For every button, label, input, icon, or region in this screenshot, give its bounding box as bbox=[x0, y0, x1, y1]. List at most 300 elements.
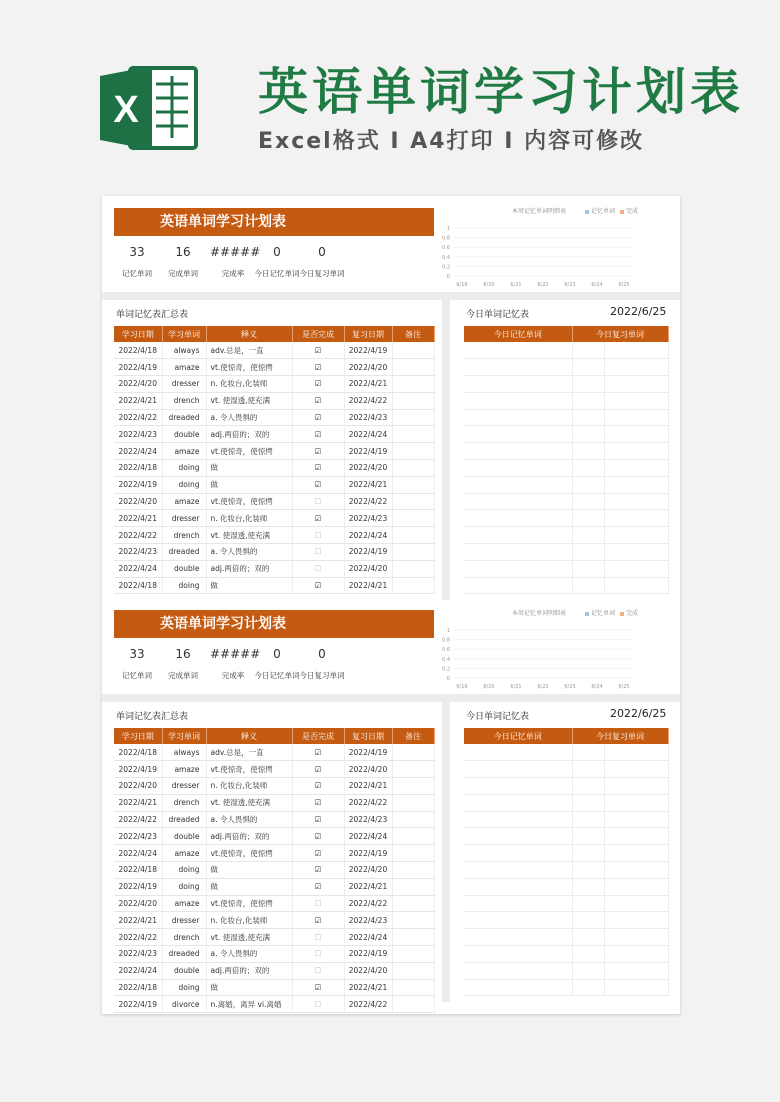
x-tick-label: 6/25 bbox=[618, 282, 630, 288]
table-cell[interactable]: 2022/4/21 bbox=[344, 577, 392, 594]
table-cell[interactable]: 2022/4/22 bbox=[344, 895, 392, 912]
table-cell[interactable]: 2022/4/22 bbox=[114, 409, 162, 426]
table-cell[interactable] bbox=[392, 476, 434, 493]
table-cell[interactable] bbox=[464, 895, 572, 912]
table-cell[interactable]: doing bbox=[162, 476, 206, 493]
table-cell[interactable]: 2022/4/23 bbox=[344, 912, 392, 929]
table-header-row bbox=[114, 326, 434, 342]
table-cell[interactable] bbox=[464, 342, 572, 359]
table-cell[interactable] bbox=[464, 443, 572, 460]
table-cell[interactable] bbox=[572, 811, 604, 828]
table-cell[interactable] bbox=[604, 409, 668, 426]
table-cell[interactable]: ☑ bbox=[292, 577, 344, 594]
table-cell[interactable] bbox=[392, 359, 434, 376]
table-cell[interactable] bbox=[604, 979, 668, 996]
table-cell[interactable]: vt.使惊奇，使惊愕 bbox=[206, 443, 292, 460]
table-cell[interactable] bbox=[392, 794, 434, 811]
table-cell[interactable] bbox=[604, 392, 668, 409]
table-cell[interactable] bbox=[392, 929, 434, 946]
table-cell[interactable]: ☑ bbox=[292, 443, 344, 460]
table-cell[interactable] bbox=[604, 577, 668, 594]
table-row bbox=[464, 761, 668, 778]
table-cell[interactable] bbox=[464, 544, 572, 561]
table-cell[interactable]: 2022/4/20 bbox=[114, 376, 162, 393]
table-cell[interactable] bbox=[572, 359, 604, 376]
table-cell[interactable] bbox=[604, 845, 668, 862]
table-cell[interactable] bbox=[392, 426, 434, 443]
table-cell[interactable]: adj.两倍的；双的 bbox=[206, 828, 292, 845]
table-cell[interactable] bbox=[392, 544, 434, 561]
table-cell[interactable]: ☑ bbox=[292, 878, 344, 895]
table-cell[interactable] bbox=[604, 744, 668, 761]
table-cell[interactable]: 2022/4/24 bbox=[344, 426, 392, 443]
stat-item bbox=[114, 644, 160, 681]
table-cell[interactable]: ☑ bbox=[292, 912, 344, 929]
table-cell[interactable]: 2022/4/23 bbox=[114, 544, 162, 561]
table-cell[interactable]: 2022/4/19 bbox=[344, 443, 392, 460]
table-cell[interactable]: 2022/4/22 bbox=[344, 794, 392, 811]
table-cell[interactable]: ☑ bbox=[292, 460, 344, 477]
table-cell[interactable] bbox=[464, 912, 572, 929]
table-cell[interactable] bbox=[392, 443, 434, 460]
table-cell[interactable] bbox=[572, 426, 604, 443]
table-row bbox=[114, 761, 434, 778]
table-row bbox=[114, 460, 434, 477]
table-cell[interactable] bbox=[572, 376, 604, 393]
table-cell[interactable] bbox=[572, 744, 604, 761]
table-cell[interactable]: 2022/4/22 bbox=[344, 493, 392, 510]
table-cell[interactable] bbox=[604, 476, 668, 493]
table-cell[interactable]: 2022/4/23 bbox=[114, 426, 162, 443]
legend-swatch bbox=[585, 210, 589, 214]
table-cell[interactable]: vt.使惊奇，使惊愕 bbox=[206, 761, 292, 778]
table-cell[interactable] bbox=[392, 862, 434, 879]
table-cell[interactable]: vt.使惊奇，使惊愕 bbox=[206, 895, 292, 912]
table-cell[interactable]: ☐ bbox=[292, 929, 344, 946]
table-cell[interactable] bbox=[392, 962, 434, 979]
table-cell[interactable] bbox=[464, 510, 572, 527]
table-cell[interactable] bbox=[572, 577, 604, 594]
table-cell[interactable]: amaze bbox=[162, 761, 206, 778]
table-cell[interactable]: dreaded bbox=[162, 811, 206, 828]
table-cell[interactable]: ☐ bbox=[292, 560, 344, 577]
table-cell[interactable] bbox=[392, 828, 434, 845]
table-cell[interactable] bbox=[604, 895, 668, 912]
table-cell[interactable]: n. 化妆台,化装师 bbox=[206, 510, 292, 527]
table-cell[interactable]: ☑ bbox=[292, 376, 344, 393]
table-cell[interactable]: vt. 使湿透,使充满 bbox=[206, 929, 292, 946]
table-cell[interactable]: ☑ bbox=[292, 778, 344, 795]
table-cell[interactable]: doing bbox=[162, 862, 206, 879]
table-cell[interactable] bbox=[604, 493, 668, 510]
table-cell[interactable]: 2022/4/20 bbox=[344, 359, 392, 376]
table-cell[interactable]: 2022/4/24 bbox=[344, 527, 392, 544]
table-cell[interactable]: ☑ bbox=[292, 342, 344, 359]
table-cell[interactable]: 2022/4/23 bbox=[114, 946, 162, 963]
table-cell[interactable]: ☑ bbox=[292, 744, 344, 761]
table-row bbox=[464, 862, 668, 879]
stat-item bbox=[210, 644, 261, 681]
table-cell[interactable] bbox=[464, 828, 572, 845]
table-cell[interactable]: ☑ bbox=[292, 392, 344, 409]
table-cell[interactable] bbox=[464, 862, 572, 879]
table-cell[interactable] bbox=[392, 527, 434, 544]
table-cell[interactable] bbox=[392, 778, 434, 795]
table-cell[interactable] bbox=[604, 912, 668, 929]
table-cell[interactable]: 2022/4/18 bbox=[114, 342, 162, 359]
stat-value: 33 bbox=[129, 245, 145, 259]
table-cell[interactable]: a. 令人畏惧的 bbox=[206, 946, 292, 963]
table-cell[interactable]: 2022/4/18 bbox=[114, 460, 162, 477]
table-cell[interactable] bbox=[604, 794, 668, 811]
table-cell[interactable] bbox=[572, 476, 604, 493]
table-cell[interactable]: ☐ bbox=[292, 493, 344, 510]
table-cell[interactable]: amaze bbox=[162, 443, 206, 460]
table-cell[interactable] bbox=[392, 979, 434, 996]
table-cell[interactable] bbox=[464, 794, 572, 811]
table-cell[interactable]: 2022/4/20 bbox=[114, 778, 162, 795]
table-cell[interactable] bbox=[392, 811, 434, 828]
table-cell[interactable] bbox=[604, 460, 668, 477]
y-tick-label: 1 bbox=[446, 628, 450, 634]
table-row bbox=[464, 376, 668, 393]
table-cell[interactable]: 2022/4/19 bbox=[114, 996, 162, 1013]
table-cell[interactable]: 2022/4/19 bbox=[114, 761, 162, 778]
table-cell[interactable]: 2022/4/24 bbox=[114, 845, 162, 862]
table-cell[interactable] bbox=[572, 878, 604, 895]
table-cell[interactable]: 2022/4/20 bbox=[114, 895, 162, 912]
table-cell[interactable]: double bbox=[162, 426, 206, 443]
table-cell[interactable]: double bbox=[162, 962, 206, 979]
table-cell[interactable] bbox=[572, 946, 604, 963]
table-cell[interactable]: ☑ bbox=[292, 510, 344, 527]
table-cell[interactable]: 2022/4/19 bbox=[114, 878, 162, 895]
table-cell[interactable]: 2022/4/18 bbox=[114, 577, 162, 594]
table-cell[interactable]: ☑ bbox=[292, 476, 344, 493]
table-cell[interactable]: 2022/4/21 bbox=[114, 392, 162, 409]
table-cell[interactable]: amaze bbox=[162, 845, 206, 862]
table-cell[interactable]: n.离婚，离异 vi.离婚 bbox=[206, 996, 292, 1013]
table-cell[interactable] bbox=[572, 794, 604, 811]
table-cell[interactable] bbox=[604, 376, 668, 393]
table-cell[interactable]: vt. 使湿透,使充满 bbox=[206, 392, 292, 409]
table-cell[interactable]: 2022/4/22 bbox=[344, 392, 392, 409]
table-cell[interactable]: doing bbox=[162, 878, 206, 895]
table-cell[interactable] bbox=[604, 342, 668, 359]
table-cell[interactable]: vt.使惊奇，使惊愕 bbox=[206, 359, 292, 376]
table-cell[interactable]: ☑ bbox=[292, 811, 344, 828]
table-cell[interactable] bbox=[572, 409, 604, 426]
table-cell[interactable]: 2022/4/19 bbox=[344, 845, 392, 862]
table-cell[interactable]: n. 化妆台,化装师 bbox=[206, 778, 292, 795]
summary-caption: 单词记忆表汇总表 bbox=[116, 310, 189, 320]
table-cell[interactable]: amaze bbox=[162, 359, 206, 376]
table-cell[interactable]: 2022/4/24 bbox=[114, 962, 162, 979]
table-cell[interactable]: 2022/4/21 bbox=[114, 510, 162, 527]
table-cell[interactable]: 2022/4/21 bbox=[114, 794, 162, 811]
table-cell[interactable]: vt.使惊奇，使惊愕 bbox=[206, 493, 292, 510]
table-cell[interactable]: doing bbox=[162, 577, 206, 594]
table-cell[interactable] bbox=[464, 946, 572, 963]
table-cell[interactable] bbox=[604, 778, 668, 795]
table-cell[interactable]: ☑ bbox=[292, 761, 344, 778]
table-cell[interactable] bbox=[464, 878, 572, 895]
table-cell[interactable]: 2022/4/21 bbox=[344, 979, 392, 996]
table-cell[interactable]: ☐ bbox=[292, 946, 344, 963]
table-cell[interactable] bbox=[604, 443, 668, 460]
table-cell[interactable]: 2022/4/24 bbox=[114, 443, 162, 460]
table-cell[interactable] bbox=[572, 895, 604, 912]
table-cell[interactable]: amaze bbox=[162, 895, 206, 912]
table-cell[interactable]: 2022/4/23 bbox=[344, 811, 392, 828]
table-cell[interactable] bbox=[464, 744, 572, 761]
stat-item bbox=[160, 242, 206, 279]
table-cell[interactable]: n. 化妆台,化装师 bbox=[206, 912, 292, 929]
table-cell[interactable] bbox=[604, 962, 668, 979]
table-cell[interactable]: 2022/4/20 bbox=[344, 862, 392, 879]
table-cell[interactable] bbox=[464, 409, 572, 426]
table-cell[interactable] bbox=[464, 560, 572, 577]
table-cell[interactable]: 2022/4/23 bbox=[344, 409, 392, 426]
table-cell[interactable]: ☑ bbox=[292, 828, 344, 845]
table-cell[interactable]: 2022/4/24 bbox=[114, 560, 162, 577]
table-cell[interactable]: always bbox=[162, 342, 206, 359]
table-cell[interactable]: dresser bbox=[162, 510, 206, 527]
table-cell[interactable]: dreaded bbox=[162, 544, 206, 561]
table-cell[interactable]: dresser bbox=[162, 778, 206, 795]
table-cell[interactable]: drench bbox=[162, 929, 206, 946]
table-cell[interactable]: drench bbox=[162, 392, 206, 409]
planner-block bbox=[102, 196, 680, 604]
table-cell[interactable]: 做 bbox=[206, 577, 292, 594]
table-cell[interactable] bbox=[604, 761, 668, 778]
table-cell[interactable]: 2022/4/20 bbox=[114, 493, 162, 510]
table-cell[interactable]: 2022/4/19 bbox=[114, 359, 162, 376]
table-cell[interactable]: dreaded bbox=[162, 409, 206, 426]
table-cell[interactable] bbox=[604, 359, 668, 376]
x-tick-label: 6/24 bbox=[591, 282, 603, 288]
table-cell[interactable] bbox=[572, 392, 604, 409]
table-cell[interactable]: vt. 使湿透,使充满 bbox=[206, 794, 292, 811]
table-cell[interactable]: ☑ bbox=[292, 359, 344, 376]
table-cell[interactable]: ☐ bbox=[292, 527, 344, 544]
table-cell[interactable]: a. 令人畏惧的 bbox=[206, 409, 292, 426]
summary-caption: 单词记忆表汇总表 bbox=[116, 712, 189, 722]
table-cell[interactable]: 2022/4/20 bbox=[344, 962, 392, 979]
separator bbox=[442, 702, 450, 1002]
table-cell[interactable] bbox=[604, 929, 668, 946]
table-cell[interactable] bbox=[464, 962, 572, 979]
legend-label: 完成 bbox=[625, 208, 638, 215]
table-cell[interactable] bbox=[392, 510, 434, 527]
table-cell[interactable]: adj.两倍的；双的 bbox=[206, 962, 292, 979]
table-cell[interactable] bbox=[604, 946, 668, 963]
table-cell[interactable] bbox=[572, 527, 604, 544]
table-cell[interactable] bbox=[464, 476, 572, 493]
table-cell[interactable]: dresser bbox=[162, 912, 206, 929]
table-cell[interactable]: 做 bbox=[206, 878, 292, 895]
table-cell[interactable] bbox=[572, 460, 604, 477]
table-cell[interactable]: 2022/4/21 bbox=[344, 878, 392, 895]
table-cell[interactable]: always bbox=[162, 744, 206, 761]
table-cell[interactable] bbox=[392, 878, 434, 895]
table-cell[interactable]: 2022/4/23 bbox=[344, 510, 392, 527]
table-cell[interactable]: 2022/4/23 bbox=[114, 828, 162, 845]
table-cell[interactable]: ☐ bbox=[292, 996, 344, 1013]
table-cell[interactable]: a. 令人畏惧的 bbox=[206, 811, 292, 828]
table-cell[interactable] bbox=[572, 544, 604, 561]
table-cell[interactable]: vt. 使湿透,使充满 bbox=[206, 527, 292, 544]
table-cell[interactable]: 2022/4/19 bbox=[344, 342, 392, 359]
table-cell[interactable] bbox=[464, 376, 572, 393]
table-cell[interactable] bbox=[572, 979, 604, 996]
table-cell[interactable] bbox=[464, 778, 572, 795]
table-cell[interactable] bbox=[604, 811, 668, 828]
table-cell[interactable]: 2022/4/24 bbox=[344, 929, 392, 946]
table-cell[interactable] bbox=[572, 778, 604, 795]
table-cell[interactable] bbox=[604, 544, 668, 561]
table-cell[interactable] bbox=[464, 527, 572, 544]
table-cell[interactable]: 2022/4/18 bbox=[114, 744, 162, 761]
table-cell[interactable]: ☐ bbox=[292, 962, 344, 979]
table-cell[interactable]: 2022/4/21 bbox=[344, 376, 392, 393]
table-cell[interactable]: doing bbox=[162, 460, 206, 477]
table-cell[interactable]: 2022/4/19 bbox=[344, 946, 392, 963]
table-cell[interactable] bbox=[464, 929, 572, 946]
table-cell[interactable]: ☐ bbox=[292, 544, 344, 561]
table-cell[interactable]: divorce bbox=[162, 996, 206, 1013]
table-cell[interactable]: 2022/4/22 bbox=[114, 527, 162, 544]
column-header: 是否完成 bbox=[292, 326, 344, 342]
table-cell[interactable] bbox=[392, 560, 434, 577]
table-cell[interactable]: amaze bbox=[162, 493, 206, 510]
table-cell[interactable]: 2022/4/19 bbox=[114, 476, 162, 493]
table-cell[interactable]: 2022/4/19 bbox=[344, 744, 392, 761]
table-cell[interactable] bbox=[572, 443, 604, 460]
table-cell[interactable]: 2022/4/18 bbox=[114, 862, 162, 879]
table-cell[interactable] bbox=[604, 862, 668, 879]
table-cell[interactable] bbox=[392, 744, 434, 761]
table-cell[interactable] bbox=[464, 460, 572, 477]
table-cell[interactable]: 做 bbox=[206, 862, 292, 879]
table-cell[interactable] bbox=[464, 761, 572, 778]
table-cell[interactable] bbox=[572, 862, 604, 879]
x-tick-label: 6/21 bbox=[510, 684, 522, 690]
table-cell[interactable]: 2022/4/21 bbox=[344, 778, 392, 795]
table-cell[interactable] bbox=[392, 895, 434, 912]
table-cell[interactable]: doing bbox=[162, 979, 206, 996]
table-cell[interactable] bbox=[392, 493, 434, 510]
table-cell[interactable] bbox=[572, 929, 604, 946]
table-cell[interactable] bbox=[572, 342, 604, 359]
table-cell[interactable] bbox=[604, 510, 668, 527]
table-cell[interactable]: 2022/4/20 bbox=[344, 560, 392, 577]
table-cell[interactable]: vt.使惊奇，使惊愕 bbox=[206, 845, 292, 862]
table-cell[interactable]: 做 bbox=[206, 979, 292, 996]
table-cell[interactable] bbox=[392, 577, 434, 594]
table-cell[interactable] bbox=[604, 426, 668, 443]
table-cell[interactable]: dresser bbox=[162, 376, 206, 393]
table-cell[interactable]: drench bbox=[162, 527, 206, 544]
table-cell[interactable] bbox=[604, 878, 668, 895]
table-cell[interactable] bbox=[464, 577, 572, 594]
table-cell[interactable] bbox=[464, 426, 572, 443]
table-cell[interactable] bbox=[572, 510, 604, 527]
table-cell[interactable]: ☑ bbox=[292, 845, 344, 862]
table-cell[interactable]: 2022/4/19 bbox=[344, 544, 392, 561]
table-cell[interactable]: 做 bbox=[206, 460, 292, 477]
table-cell[interactable] bbox=[572, 845, 604, 862]
table-cell[interactable]: 2022/4/21 bbox=[344, 476, 392, 493]
table-cell[interactable] bbox=[392, 996, 434, 1013]
table-cell[interactable] bbox=[392, 845, 434, 862]
table-cell[interactable] bbox=[604, 560, 668, 577]
table-cell[interactable]: n. 化妆台,化装师 bbox=[206, 376, 292, 393]
table-cell[interactable] bbox=[464, 493, 572, 510]
table-cell[interactable]: adj.两倍的；双的 bbox=[206, 426, 292, 443]
table-cell[interactable] bbox=[392, 761, 434, 778]
table-cell[interactable]: dreaded bbox=[162, 946, 206, 963]
table-cell[interactable]: 做 bbox=[206, 476, 292, 493]
table-cell[interactable] bbox=[464, 359, 572, 376]
table-cell[interactable]: ☐ bbox=[292, 895, 344, 912]
table-cell[interactable] bbox=[392, 912, 434, 929]
table-cell[interactable]: double bbox=[162, 560, 206, 577]
table-cell[interactable]: 2022/4/18 bbox=[114, 979, 162, 996]
table-cell[interactable]: 2022/4/22 bbox=[114, 929, 162, 946]
table-cell[interactable]: ☑ bbox=[292, 979, 344, 996]
table-cell[interactable]: 2022/4/22 bbox=[344, 996, 392, 1013]
table-cell[interactable] bbox=[572, 560, 604, 577]
table-cell[interactable]: adv.总是，一直 bbox=[206, 744, 292, 761]
table-cell[interactable]: drench bbox=[162, 794, 206, 811]
table-cell[interactable] bbox=[392, 460, 434, 477]
table-cell[interactable]: 2022/4/21 bbox=[114, 912, 162, 929]
x-tick-label: 6/21 bbox=[510, 282, 522, 288]
table-cell[interactable] bbox=[572, 912, 604, 929]
table-cell[interactable] bbox=[572, 761, 604, 778]
table-cell[interactable]: a. 令人畏惧的 bbox=[206, 544, 292, 561]
table-cell[interactable] bbox=[572, 493, 604, 510]
table-cell[interactable] bbox=[392, 376, 434, 393]
table-cell[interactable]: 2022/4/24 bbox=[344, 828, 392, 845]
table-cell[interactable]: 2022/4/20 bbox=[344, 460, 392, 477]
table-cell[interactable]: double bbox=[162, 828, 206, 845]
table-cell[interactable] bbox=[392, 392, 434, 409]
table-cell[interactable] bbox=[572, 962, 604, 979]
table-cell[interactable]: adj.两倍的；双的 bbox=[206, 560, 292, 577]
table-row bbox=[114, 979, 434, 996]
table-cell[interactable] bbox=[464, 979, 572, 996]
table-row bbox=[464, 828, 668, 845]
table-cell[interactable] bbox=[604, 527, 668, 544]
table-cell[interactable]: 2022/4/22 bbox=[114, 811, 162, 828]
table-cell[interactable] bbox=[572, 828, 604, 845]
table-cell[interactable]: ☑ bbox=[292, 409, 344, 426]
table-cell[interactable] bbox=[464, 811, 572, 828]
table-cell[interactable] bbox=[464, 392, 572, 409]
table-cell[interactable]: 2022/4/20 bbox=[344, 761, 392, 778]
table-cell[interactable] bbox=[392, 342, 434, 359]
table-cell[interactable]: ☑ bbox=[292, 794, 344, 811]
table-cell[interactable]: ☑ bbox=[292, 862, 344, 879]
table-cell[interactable] bbox=[392, 409, 434, 426]
table-cell[interactable] bbox=[464, 845, 572, 862]
table-cell[interactable]: ☑ bbox=[292, 426, 344, 443]
table-cell[interactable] bbox=[604, 828, 668, 845]
table-cell[interactable]: adv.总是，一直 bbox=[206, 342, 292, 359]
table-cell[interactable] bbox=[392, 946, 434, 963]
